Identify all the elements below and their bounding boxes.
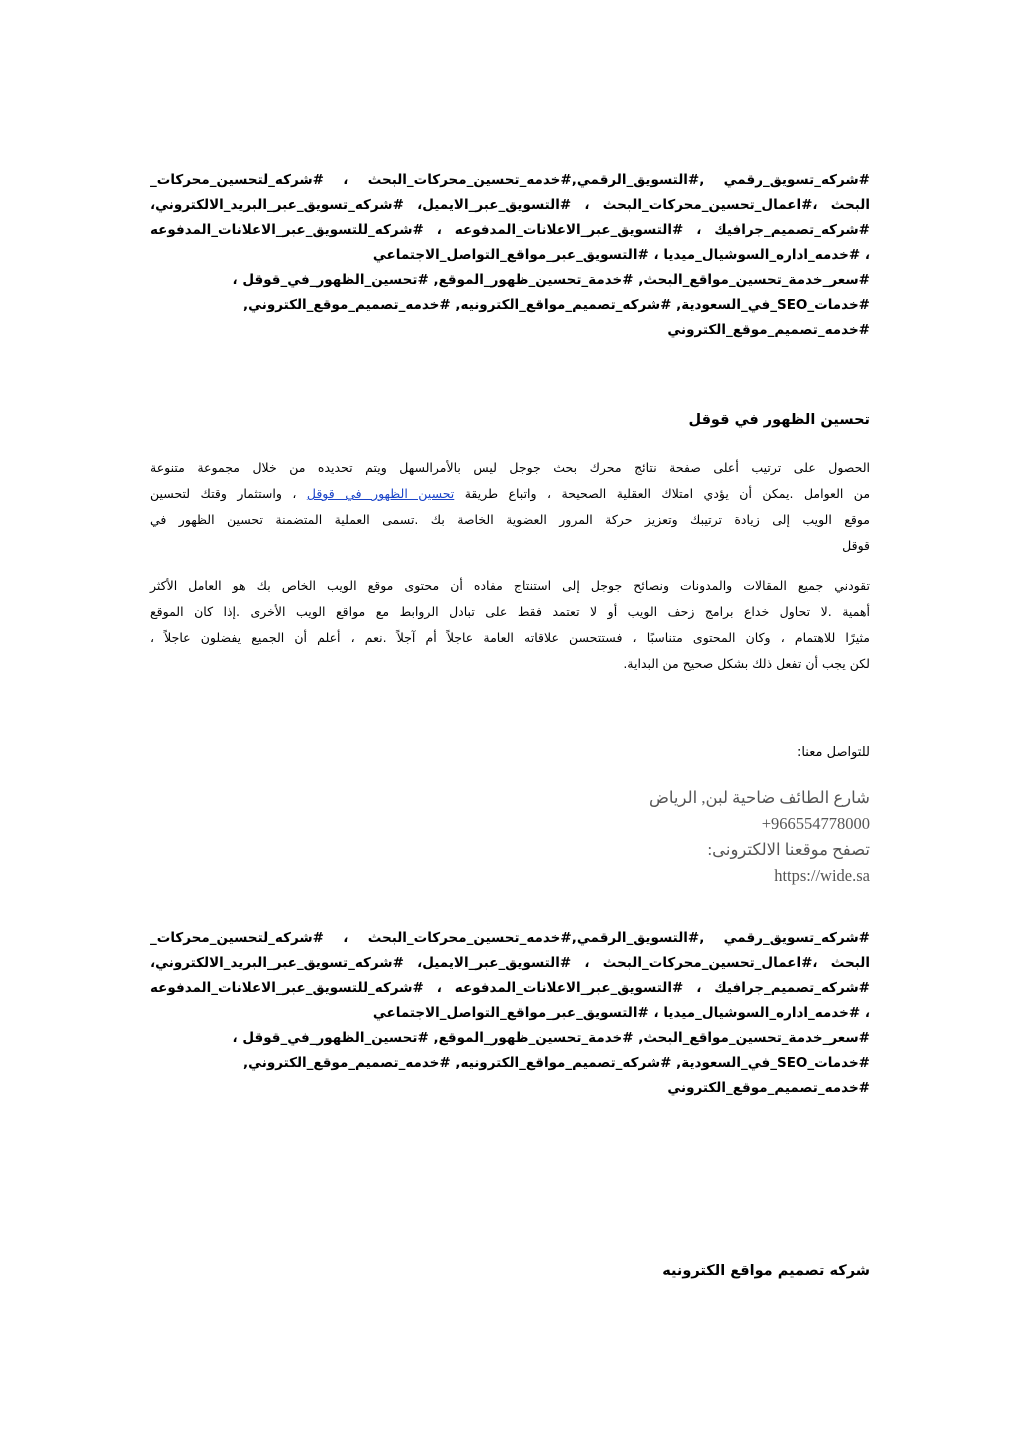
hashtag-line: البحث ،#اعمال_تحسين_محركات_البحث ، #التسويق_عبر_الايميل، #شركه_تسويق_عبر_البريد_الالكتروني، [150, 197, 870, 213]
hashtag-line: #خدمه_تصميم_موقع_الكتروني [667, 322, 870, 338]
contact-address: شارع الطائف ضاحية لبن, الرياض [648, 788, 870, 807]
paragraph-line: قوقل [842, 538, 870, 553]
paragraph-line: الحصول على ترتيب أعلى صفحة نتائج محرك بحث جوجل ليس بالأمرالسهل ويتم تحديده من خلال مجموعة متنوعة [150, 460, 870, 475]
hashtag-line: البحث ،#اعمال_تحسين_محركات_البحث ، #التسويق_عبر_الايميل، #شركه_تسويق_عبر_البريد_الالكتروني، [150, 955, 870, 971]
google-visibility-link[interactable]: تحسين الظهور في قوقل [306, 486, 455, 501]
contact-label: للتواصل معنا: [796, 745, 870, 760]
hashtag-line: #خدمه_تصميم_موقع_الكتروني [667, 1080, 870, 1096]
paragraph-intro [150, 455, 870, 559]
hashtag-line: ، #خدمه_اداره_السوشيال_ميديا ، #التسويق_عبر_مواقع_التواصل_الاجتماعي [372, 247, 870, 263]
paragraph-line: من العوامل .يمكن أن يؤدي امتلاك العقلية الصحيحة ، واتباع طريقة تحسين الظهور في قوقل ، واستثمار وقتك لتحسين [150, 486, 871, 501]
paragraph-line: لكن يجب أن تفعل ذلك بشكل صحيح من البداية. [623, 656, 870, 671]
contact-details [150, 785, 870, 889]
section-heading-google-visibility: تحسين الظهور في قوقل [688, 412, 870, 428]
contact-website-label: تصفح موقعنا الالكترونى: [707, 840, 870, 859]
hashtag-line: #خدمات_SEO_في_السعودية, #شركه_تصميم_مواقع_الكترونيه, #خدمه_تصميم_موقع_الكتروني, [242, 297, 870, 313]
section-heading-web-design-company: شركه تصميم مواقع الكترونيه [662, 1263, 870, 1279]
hashtag-line: #شركه_تسويق_رقمي ,#التسويق_الرقمي,#خدمه_تحسين_محركات_البحث ، #شركه_لتحسين_محركات_ [150, 172, 870, 188]
hashtag-line: #سعر_خدمة_تحسين_مواقع_البحث, #خدمة_تحسين_ظهور_الموقع, #تحسين_الظهور_في_قوقل ، [232, 1030, 870, 1046]
paragraph-line: أهمية .لا تحاول خداع برامج زحف الويب أو لا تعتمد فقط على تبادل الروابط مع مواقع الويب الأخرى .إذا كان الموقع [150, 604, 870, 619]
hashtag-line: #سعر_خدمة_تحسين_مواقع_البحث, #خدمة_تحسين_ظهور_الموقع, #تحسين_الظهور_في_قوقل ، [232, 272, 870, 288]
hashtag-line: #خدمات_SEO_في_السعودية, #شركه_تصميم_مواقع_الكترونيه, #خدمه_تصميم_موقع_الكتروني, [242, 1055, 870, 1071]
contact-phone: +966554778000 [761, 814, 870, 833]
hashtag-line: ، #خدمه_اداره_السوشيال_ميديا ، #التسويق_عبر_مواقع_التواصل_الاجتماعي [372, 1005, 870, 1021]
paragraph-line: موقع الويب إلى زيادة ترتيبك وتعزيز حركة المرور العضوية الخاصة بك .تسمى العملية المتضمنة تحسين الظهور في [150, 512, 870, 527]
paragraph-content [150, 573, 870, 677]
paragraph-line: تقودني جميع المقالات والمدونات ونصائح جوجل إلى استنتاج مفاده أن محتوى موقع الويب الخاص بك هو العامل الأكثر [150, 578, 870, 593]
contact-website: https://wide.sa [774, 866, 870, 885]
hashtag-line: #شركه_تسويق_رقمي ,#التسويق_الرقمي,#خدمه_تحسين_محركات_البحث ، #شركه_لتحسين_محركات_ [150, 930, 870, 946]
hashtags-block-top [150, 168, 870, 343]
hashtag-line: #شركه_تصميم_جرافيك ، #التسويق_عبر_الاعلانات_المدفوعه ، #شركه_للتسويق_عبر_الاعلانات_المدفوعه [150, 222, 870, 238]
paragraph-line: مثيرًا للاهتمام ، وكان المحتوى متناسبًا ، فستتحسن علاقاته العامة عاجلاً أم آجلاً .نعم ، أعلم أن الجميع يفضلون عاجلاً ، [150, 630, 870, 645]
hashtag-line: #شركه_تصميم_جرافيك ، #التسويق_عبر_الاعلانات_المدفوعه ، #شركه_للتسويق_عبر_الاعلانات_المدفوعه [150, 980, 870, 996]
hashtags-block-bottom [150, 926, 870, 1101]
